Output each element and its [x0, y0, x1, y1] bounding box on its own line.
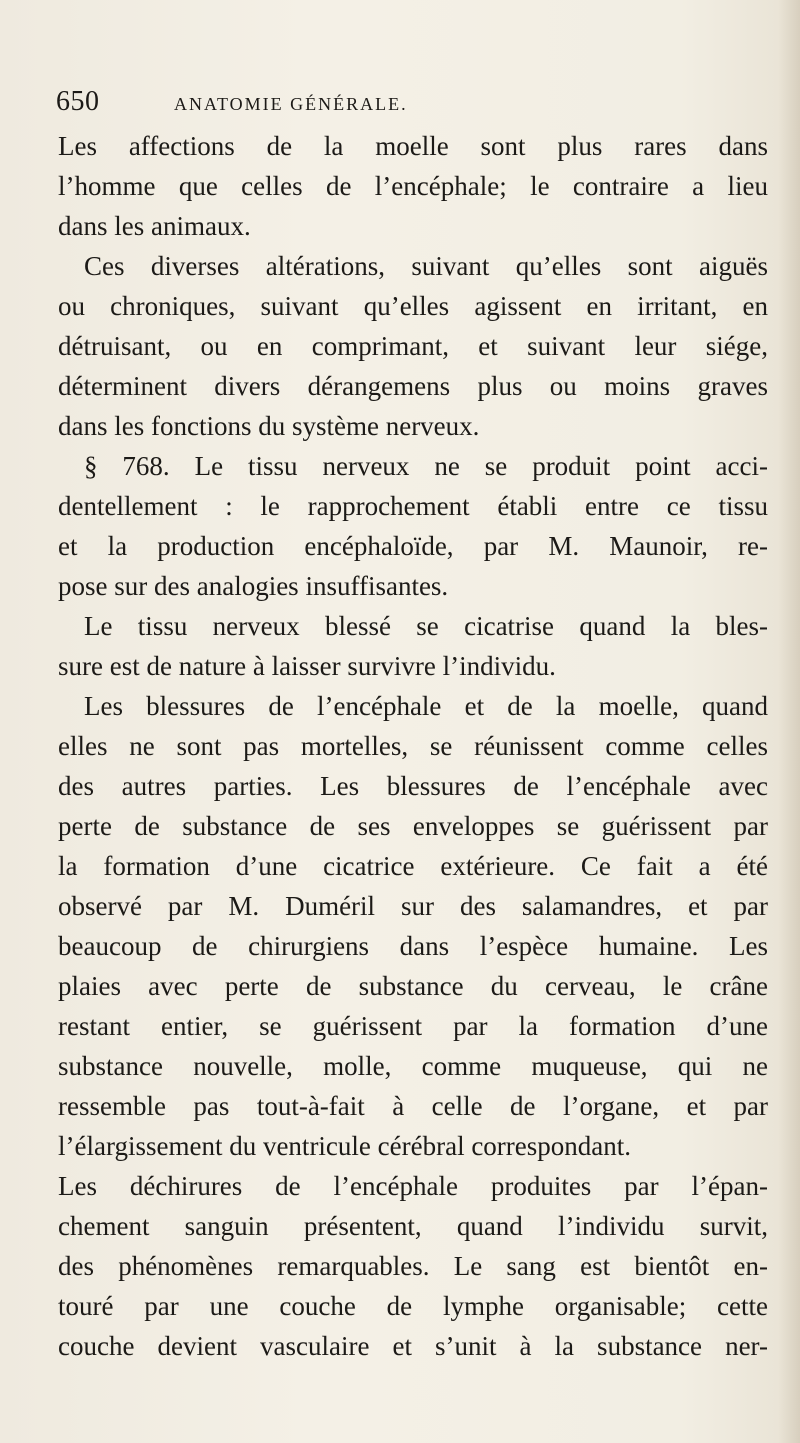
running-head: ANATOMIE GÉNÉRALE.	[174, 94, 408, 114]
text-line: dentellement : le rapprochement établi entre ce tissu	[58, 491, 768, 521]
text-line: substance nouvelle, molle, comme muqueuse, qui ne	[58, 1051, 768, 1081]
text-line: perte de substance de ses enveloppes se guérissent par	[58, 811, 768, 841]
text-line: plaies avec perte de substance du cerveau, le crâne	[58, 971, 768, 1001]
text-line: sure est de nature à laisser survivre l’individu.	[58, 651, 556, 681]
text-line: détruisant, ou en comprimant, et suivant leur siége,	[58, 331, 768, 361]
text-line: ressemble pas tout-à-fait à celle de l’organe, et par	[58, 1091, 768, 1121]
text-line: des autres parties. Les blessures de l’encéphale avec	[58, 771, 768, 801]
page-number: 650	[56, 86, 100, 117]
text-line: des phénomènes remarquables. Le sang est bientôt en-	[58, 1251, 768, 1281]
text-line: pose sur des analogies insuffisantes.	[58, 571, 449, 601]
text-line: couche devient vasculaire et s’unit à la substance ner-	[58, 1331, 768, 1361]
text-line: et la production encéphaloïde, par M. Maunoir, re-	[58, 531, 768, 561]
text-line: dans les animaux.	[58, 211, 251, 241]
text-line: la formation d’une cicatrice extérieure. Ce fait a été	[58, 851, 768, 881]
text-line: elles ne sont pas mortelles, se réunissent comme celles	[58, 731, 768, 761]
text-line: § 768. Le tissu nerveux ne se produit point acci-	[84, 451, 768, 481]
text-line: déterminent divers dérangemens plus ou moins graves	[58, 371, 768, 401]
text-line: beaucoup de chirurgiens dans l’espèce humaine. Les	[58, 931, 768, 961]
text-line: ou chroniques, suivant qu’elles agissent en irritant, en	[58, 291, 768, 321]
text-line: touré par une couche de lymphe organisable; cette	[58, 1291, 768, 1321]
text-line: Les blessures de l’encéphale et de la moelle, quand	[84, 691, 768, 721]
page-header	[56, 84, 696, 124]
text-line: Le tissu nerveux blessé se cicatrise quand la bles-	[84, 611, 768, 641]
text-line: l’homme que celles de l’encéphale; le contraire a lieu	[58, 171, 768, 201]
text-line: restant entier, se guérissent par la formation d’une	[58, 1011, 768, 1041]
text-line: l’élargissement du ventricule cérébral correspondant.	[58, 1131, 632, 1161]
text-line: Ces diverses altérations, suivant qu’elles sont aiguës	[84, 251, 768, 281]
text-line: chement sanguin présentent, quand l’individu survit,	[58, 1211, 768, 1241]
text-line: observé par M. Duméril sur des salamandres, et par	[58, 891, 768, 921]
text-line: dans les fonctions du système nerveux.	[58, 411, 480, 441]
page-edge-shadow	[778, 0, 800, 1443]
text-line: Les affections de la moelle sont plus rares dans	[58, 131, 768, 161]
text-line: Les déchirures de l’encéphale produites par l’épan-	[58, 1171, 768, 1201]
